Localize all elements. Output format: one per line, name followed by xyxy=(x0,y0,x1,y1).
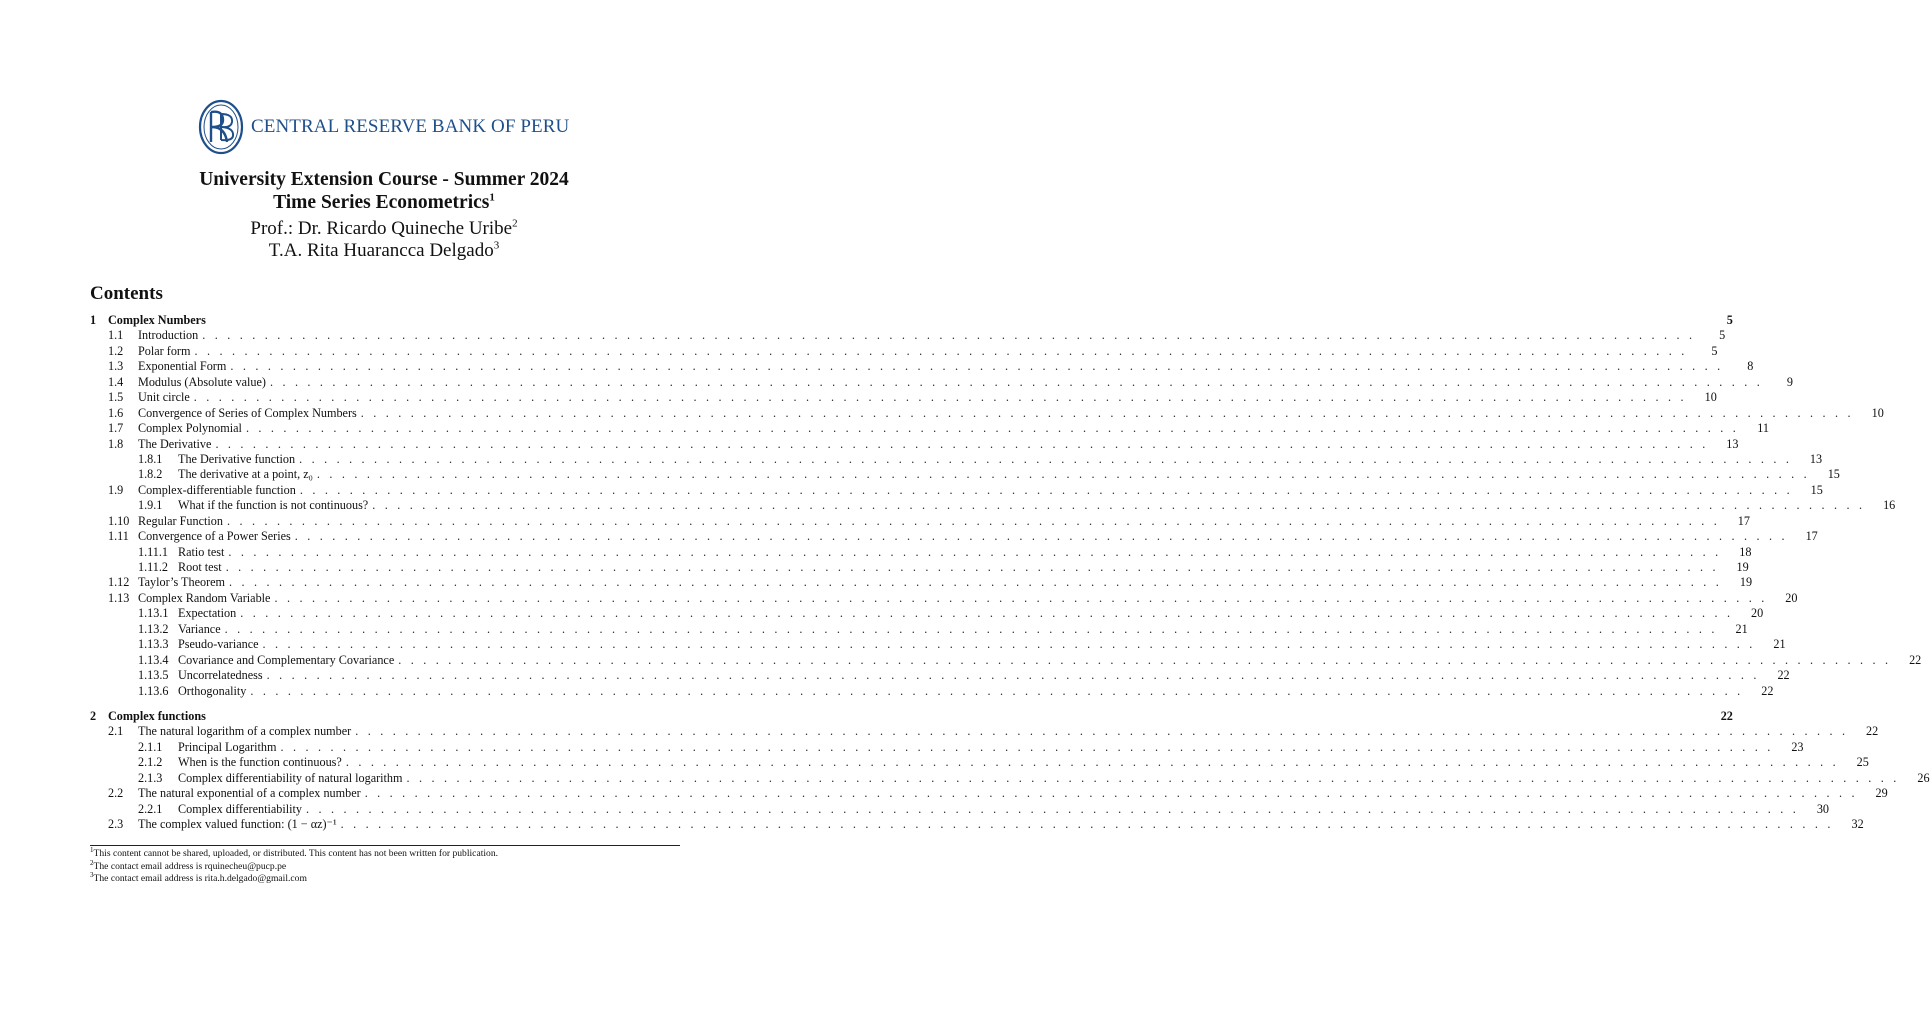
toc-page-number: 22 xyxy=(1909,652,1922,667)
subject-title-text: Time Series Econometrics xyxy=(273,192,490,213)
title-block xyxy=(0,168,768,262)
toc-title: The derivative at a point, z₀ xyxy=(178,467,313,482)
toc-number: 1.7 xyxy=(108,421,124,436)
toc-leader-dots: . . . . . . . . . . . . . . . . . . . . . . . . . . . . . . . . . . . . . . . . . . . . . . . . . . . . . . . . . . . . . . . . . . . . . . . . . . . . . . . . . . . . . . . . . . . . . . . . . . . . . . . . . . . . . . . . . . . . . . . . xyxy=(294,529,1788,544)
footnote xyxy=(90,858,680,874)
toc-leader-dots: . . . . . . . . . . . . . . . . . . . . . . . . . . . . . . . . . . . . . . . . . . . . . . . . . . . . . . . . . . . . . . . . . . . . . . . . . . . . . . . . . . . . . . . . . . . . . . . . . . . . . . . . . . . . . . . . . . . . . . . . xyxy=(229,575,1723,590)
toc-entry[interactable] xyxy=(90,575,1753,590)
toc-page-number: 29 xyxy=(1875,786,1888,801)
toc-page-number: 8 xyxy=(1747,359,1754,374)
toc-entry[interactable] xyxy=(90,668,1790,683)
bank-logo xyxy=(197,98,570,156)
toc-leader-dots: . . . . . . . . . . . . . . . . . . . . . . . . . . . . . . . . . . . . . . . . . . . . . . . . . . . . . . . . . . . . . . . . . . . . . . . . . . . . . . . . . . . . . . . . . . . . . . . . . . . . . . . . . . . . . . . . . . . . . . . . xyxy=(406,770,1900,785)
toc-title: Complex functions xyxy=(108,708,206,723)
toc-entry[interactable] xyxy=(90,436,1739,452)
footnote-mark: 1 xyxy=(90,845,94,854)
toc-title: The natural exponential of a complex number xyxy=(138,786,361,801)
toc-number: 1.9.1 xyxy=(138,498,163,513)
toc-page-number: 9 xyxy=(1786,374,1793,389)
toc-entry[interactable] xyxy=(90,513,1750,529)
toc-number: 1.8.1 xyxy=(138,451,163,466)
toc-title: Orthogonality xyxy=(178,683,247,698)
toc-title: Complex Polynomial xyxy=(138,421,242,436)
toc-entry[interactable] xyxy=(90,482,1823,498)
toc-leader-dots: . . . . . . . . . . . . . . . . . . . . . . . . . . . . . . . . . . . . . . . . . . . . . . . . . . . . . . . . . . . . . . . . . . . . . . . . . . . . . . . . . . . . . . . . . . . . . . . . . . . . . . . . . . . . . . . . . . . . . . . . xyxy=(230,359,1724,374)
toc-title: Regular Function xyxy=(138,513,223,528)
toc-number: 1.11 xyxy=(108,529,129,544)
toc-leader-dots: . . . . . . . . . . . . . . . . . . . . . . . . . . . . . . . . . . . . . . . . . . . . . . . . . . . . . . . . . . . . . . . . . . . . . . . . . . . . . . . . . . . . . . . . . . . . . . . . . . . . . . . . . . . . . . . . . . . . . . . . xyxy=(215,436,1709,451)
toc-entry[interactable] xyxy=(90,544,1752,560)
toc-number: 1.13.2 xyxy=(138,621,169,636)
toc-page-number: 10 xyxy=(1704,390,1717,405)
toc-title: Convergence of a Power Series xyxy=(138,529,291,544)
toc-page-number: 26 xyxy=(1917,770,1930,785)
toc-page-number: 15 xyxy=(1827,467,1840,482)
toc-leader-dots: . . . . . . . . . . . . . . . . . . . . . . . . . . . . . . . . . . . . . . . . . . . . . . . . . . . . . . . . . . . . . . . . . . . . . . . . . . . . . . . . . . . . . . . . . . . . . . . . . . . . . . . . . . . . . . . . . . . . . . . . xyxy=(269,374,1763,389)
toc-page-number: 30 xyxy=(1816,801,1830,816)
toc-page-number: 23 xyxy=(1791,739,1804,754)
toc-leader-dots: . . . . . . . . . . . . . . . . . . . . . . . . . . . . . . . . . . . . . . . . . . . . . . . . . . . . . . . . . . . . . . . . . . . . . . . . . . . . . . . . . . . . . . . . . . . . . . . . . . . . . . . . . . . . . . . . . . . . . . . . xyxy=(225,560,1719,574)
ta-line xyxy=(0,240,768,262)
toc-number: 2 xyxy=(90,708,97,723)
toc-leader-dots: . . . . . . . . . . . . . . . . . . . . . . . . . . . . . . . . . . . . . . . . . . . . . . . . . . . . . . . . . . . . . . . . . . . . . . . . . . . . . . . . . . . . . . . . . . . . . . . . . . . . . . . . . . . . . . . . . . . . . . . . xyxy=(274,590,1768,605)
toc-number: 1 xyxy=(90,313,97,327)
toc-number: 1.6 xyxy=(108,405,124,420)
footnote-mark: 3 xyxy=(90,870,94,879)
footnote-text: The contact email address is rita.h.delgado@gmail.com xyxy=(93,873,307,884)
toc-entry[interactable] xyxy=(90,359,1754,374)
toc-title: Exponential Form xyxy=(138,359,227,374)
bank-emblem-icon xyxy=(197,98,245,156)
toc-title: Complex-differentiable function xyxy=(138,482,296,497)
toc-entry[interactable] xyxy=(90,590,1798,606)
toc-leader-dots: . . . . . . . . . . . . . . . . . . . . . . . . . . . . . . . . . . . . . . . . . . . . . . . . . . . . . . . . . . . . . . . . . . . . . . . . . . . . . . . . . . . . . . . . . . . . . . . . . . . . . . . . . . . . . . . . . . . . . . . . xyxy=(360,405,1854,420)
toc-leader-dots: . . . . . . . . . . . . . . . . . . . . . . . . . . . . . . . . . . . . . . . . . . . . . . . . . . . . . . . . . . . . . . . . . . . . . . . . . . . . . . . . . . . . . . . . . . . . . . . . . . . . . . . . . . . . . . . . . . . . . . . . xyxy=(345,755,1839,770)
toc-number: 2.1.2 xyxy=(138,755,163,770)
toc-leader-dots: . . . . . . . . . . . . . . . . . . . . . . . . . . . . . . . . . . . . . . . . . . . . . . . . . . . . . . . . . . . . . . . . . . . . . . . . . . . . . . . . . . . . . . . . . . . . . . . . . . . . . . . . . . . . . . . . . . . . . . . . xyxy=(224,621,1718,636)
toc-page-number: 11 xyxy=(1757,421,1769,436)
toc-leader-dots: . . . . . . . . . . . . . . . . . . . . . . . . . . . . . . . . . . . . . . . . . . . . . . . . . . . . . . . . . . . . . . . . . . . . . . . . . . . . . . . . . . . . . . . . . . . . . . . . . . . . . . . . . . . . . . . . . . . . . . . . xyxy=(398,652,1892,667)
toc-leader-dots: . . . . . . . . . . . . . . . . . . . . . . . . . . . . . . . . . . . . . . . . . . . . . . . . . . . . . . . . . . . . . . . . . . . . . . . . . . . . . . . . . . . . . . . . . . . . . . . . . . . . . . . . . . . . . . . . . . . . . . . . xyxy=(306,801,1800,816)
toc-title: The natural logarithm of a complex number xyxy=(138,724,352,739)
toc-number: 1.10 xyxy=(108,513,130,528)
toc-page-number: 16 xyxy=(1883,498,1896,513)
toc-entry[interactable] xyxy=(90,724,1879,739)
toc-title: Root test xyxy=(178,560,222,574)
toc-page-number: 22 xyxy=(1720,708,1733,723)
toc-title: Polar form xyxy=(138,343,191,358)
toc-entry[interactable] xyxy=(90,652,1922,668)
toc-number: 1.13.3 xyxy=(138,637,169,652)
toc-page-number: 22 xyxy=(1866,724,1879,739)
toc-page-number: 13 xyxy=(1726,436,1739,451)
toc-page-number: 5 xyxy=(1711,343,1718,358)
toc-number: 1.13.6 xyxy=(138,683,169,698)
toc-leader-dots: . . . . . . . . . . . . . . . . . . . . . . . . . . . . . . . . . . . . . . . . . . . . . . . . . . . . . . . . . . . . . . . . . . . . . . . . . . . . . . . . . . . . . . . . . . . . . . . . . . . . . . . . . . . . . . . . . . . . . . . . xyxy=(299,482,1793,497)
toc-number: 2.1.1 xyxy=(138,739,163,754)
footnote-ref: 2 xyxy=(512,217,518,230)
toc-entry[interactable] xyxy=(90,606,1764,621)
toc-title: Complex Random Variable xyxy=(138,590,271,605)
toc-title: Ratio test xyxy=(178,544,225,559)
toc-number: 2.2 xyxy=(108,786,124,801)
course-title xyxy=(0,168,768,191)
toc-number: 2.3 xyxy=(108,817,124,831)
toc-entry[interactable] xyxy=(90,770,1930,786)
toc-page-number: 5 xyxy=(1726,313,1733,327)
toc-page-number: 32 xyxy=(1851,817,1864,831)
toc-entry[interactable] xyxy=(90,560,1749,575)
bank-name: CENTRAL RESERVE BANK OF PERU xyxy=(251,116,570,137)
toc-leader-dots: . . . . . . . . . . . . . . . . . . . . . . . . . . . . . . . . . . . . . . . . . . . . . . . . . . . . . . . . . . . . . . . . . . . . . . . . . . . . . . . . . . . . . . . . . . . . . . . . . . . . . . . . . . . . . . . . . . . . . . . . xyxy=(226,513,1720,528)
professor-line xyxy=(0,218,768,240)
toc-title: What if the function is not continuous? xyxy=(178,498,369,513)
toc-entry[interactable] xyxy=(90,621,1748,637)
toc-section[interactable] xyxy=(90,708,1733,724)
toc-title: Complex differentiability of natural logarithm xyxy=(178,770,403,785)
toc-entry[interactable] xyxy=(90,683,1774,699)
toc-page-number: 18 xyxy=(1739,544,1752,559)
toc-entry[interactable] xyxy=(90,390,1717,405)
toc-page-number: 20 xyxy=(1751,606,1764,621)
toc-number: 1.3 xyxy=(108,359,124,374)
toc-page-number: 19 xyxy=(1736,560,1749,574)
toc-number: 1.8 xyxy=(108,436,124,451)
toc-page-number: 17 xyxy=(1805,529,1818,544)
toc-number: 1.13.4 xyxy=(138,652,169,667)
toc-title: Complex differentiability xyxy=(178,801,302,816)
toc-number: 1.11.1 xyxy=(138,544,169,559)
toc-page-number: 22 xyxy=(1761,683,1774,698)
table-of-contents xyxy=(90,313,1930,832)
toc-page-number: 21 xyxy=(1773,637,1786,652)
toc-title: Expectation xyxy=(178,606,237,621)
footnote xyxy=(90,845,680,861)
toc-number: 1.8.2 xyxy=(138,467,163,482)
toc-leader-dots: . . . . . . . . . . . . . . . . . . . . . . . . . . . . . . . . . . . . . . . . . . . . . . . . . . . . . . . . . . . . . . . . . . . . . . . . . . . . . . . . . . . . . . . . . . . . . . . . . . . . . . . . . . . . . . . . . . . . . . . . xyxy=(250,683,1744,698)
toc-leader-dots: . . . . . . . . . . . . . . . . . . . . . . . . . . . . . . . . . . . . . . . . . . . . . . . . . . . . . . . . . . . . . . . . . . . . . . . . . . . . . . . . . . . . . . . . . . . . . . . . . . . . . . . . . . . . . . . . . . . . . . . . xyxy=(364,786,1858,801)
toc-page-number: 17 xyxy=(1737,513,1750,528)
toc-number: 1.12 xyxy=(108,575,130,590)
toc-entry[interactable] xyxy=(90,405,1884,421)
toc-entry[interactable] xyxy=(90,374,1793,390)
toc-leader-dots: . . . . . . . . . . . . . . . . . . . . . . . . . . . . . . . . . . . . . . . . . . . . . . . . . . . . . . . . . . . . . . . . . . . . . . . . . . . . . . . . . . . . . . . . . . . . . . . . . . . . . . . . . . . . . . . . . . . . . . . . xyxy=(193,390,1687,405)
toc-entry[interactable] xyxy=(90,755,1869,770)
toc-entry[interactable] xyxy=(90,328,1726,343)
toc-leader-dots: . . . . . . . . . . . . . . . . . . . . . . . . . . . . . . . . . . . . . . . . . . . . . . . . . . . . . . . . . . . . . . . . . . . . . . . . . . . . . . . . . . . . . . . . . . . . . . . . . . . . . . . . . . . . . . . . . . . . . . . . xyxy=(202,328,1696,343)
toc-entry[interactable] xyxy=(90,498,1896,513)
toc-title: Covariance and Complementary Covariance xyxy=(178,652,395,667)
toc-page-number: 25 xyxy=(1856,755,1869,770)
toc-leader-dots: . . . . . . . . . . . . . . . . . . . . . . . . . . . . . . . . . . . . . . . . . . . . . . . . . . . . . . . . . . . . . . . . . . . . . . . . . . . . . . . . . . . . . . . . . . . . . . . . . . . . . . . . . . . . . . . . . . . . . . . . xyxy=(228,544,1722,559)
toc-title: Unit circle xyxy=(138,390,190,405)
toc-number: 2.1 xyxy=(108,724,124,739)
toc-leader-dots: . . . . . . . . . . . . . . . . . . . . . . . . . . . . . . . . . . . . . . . . . . . . . . . . . . . . . . . . . . . . . . . . . . . . . . . . . . . . . . . . . . . . . . . . . . . . . . . . . . . . . . . . . . . . . . . . . . . . . . . . xyxy=(316,467,1810,482)
toc-title: Introduction xyxy=(138,328,199,343)
toc-page-number: 20 xyxy=(1785,590,1798,605)
footnote-text: This content cannot be shared, uploaded, or distributed. This content has not been written for publication. xyxy=(93,848,499,859)
toc-entry[interactable] xyxy=(90,739,1804,755)
toc-entry[interactable] xyxy=(90,786,1888,801)
toc-title: Taylor’s Theorem xyxy=(138,575,226,590)
footnote-ref: 1 xyxy=(489,191,495,204)
toc-page-number: 19 xyxy=(1739,575,1753,590)
toc-entry[interactable] xyxy=(90,801,1830,817)
toc-leader-dots: . . . . . . . . . . . . . . . . . . . . . . . . . . . . . . . . . . . . . . . . . . . . . . . . . . . . . . . . . . . . . . . . . . . . . . . . . . . . . . . . . . . . . . . . . . . . . . . . . . . . . . . . . . . . . . . . . . . . . . . . xyxy=(299,451,1793,466)
toc-number: 2.1.3 xyxy=(138,770,163,785)
course-title-text: University Extension Course - Summer 2024 xyxy=(199,169,569,190)
toc-title: Convergence of Series of Complex Numbers xyxy=(138,405,357,420)
toc-entry[interactable] xyxy=(90,817,1864,832)
toc-title: Modulus (Absolute value) xyxy=(138,374,266,389)
ta-text: T.A. Rita Huarancca Delgado xyxy=(268,240,494,261)
toc-number: 1.2 xyxy=(108,343,124,358)
toc-number: 1.5 xyxy=(108,390,124,405)
toc-title: The complex valued function: (1 − αz)⁻¹ xyxy=(138,817,337,831)
toc-number: 1.13.5 xyxy=(138,668,169,683)
toc-title: Principal Logarithm xyxy=(178,739,277,754)
contents-heading: Contents xyxy=(90,283,163,304)
toc-page-number: 15 xyxy=(1810,482,1823,497)
toc-page-number: 21 xyxy=(1735,621,1748,636)
toc-title: Pseudo-variance xyxy=(178,637,259,652)
toc-entry[interactable] xyxy=(90,343,1718,359)
toc-leader-dots: . . . . . . . . . . . . . . . . . . . . . . . . . . . . . . . . . . . . . . . . . . . . . . . . . . . . . . . . . . . . . . . . . . . . . . . . . . . . . . . . . . . . . . . . . . . . . . . . . . . . . . . . . . . . . . . . . . . . . . . . xyxy=(340,817,1834,831)
toc-title: Variance xyxy=(178,621,221,636)
toc-title: The Derivative function xyxy=(178,451,296,466)
toc-number: 1.13 xyxy=(108,590,130,605)
toc-number: 2.2.1 xyxy=(138,801,163,816)
toc-section[interactable] xyxy=(90,313,1733,328)
toc-number: 1.4 xyxy=(108,374,124,389)
professor-text: Prof.: Dr. Ricardo Quineche Uribe xyxy=(250,218,513,239)
toc-leader-dots: . . . . . . . . . . . . . . . . . . . . . . . . . . . . . . . . . . . . . . . . . . . . . . . . . . . . . . . . . . . . . . . . . . . . . . . . . . . . . . . . . . . . . . . . . . . . . . . . . . . . . . . . . . . . . . . . . . . . . . . . xyxy=(240,606,1734,621)
toc-number: 1.11.2 xyxy=(138,560,169,574)
footnote-mark: 2 xyxy=(90,858,94,867)
toc-title: The Derivative xyxy=(138,436,212,451)
toc-page-number: 5 xyxy=(1719,328,1726,343)
toc-number: 1.13.1 xyxy=(138,606,169,621)
toc-number: 1.1 xyxy=(108,328,124,343)
toc-leader-dots: . . . . . . . . . . . . . . . . . . . . . . . . . . . . . . . . . . . . . . . . . . . . . . . . . . . . . . . . . . . . . . . . . . . . . . . . . . . . . . . . . . . . . . . . . . . . . . . . . . . . . . . . . . . . . . . . . . . . . . . . xyxy=(280,739,1774,754)
toc-title: When is the function continuous? xyxy=(178,755,342,770)
toc-page-number: 13 xyxy=(1809,451,1823,466)
toc-page-number: 22 xyxy=(1777,668,1790,683)
toc-leader-dots: . . . . . . . . . . . . . . . . . . . . . . . . . . . . . . . . . . . . . . . . . . . . . . . . . . . . . . . . . . . . . . . . . . . . . . . . . . . . . . . . . . . . . . . . . . . . . . . . . . . . . . . . . . . . . . . . . . . . . . . . xyxy=(355,724,1849,739)
toc-leader-dots: . . . . . . . . . . . . . . . . . . . . . . . . . . . . . . . . . . . . . . . . . . . . . . . . . . . . . . . . . . . . . . . . . . . . . . . . . . . . . . . . . . . . . . . . . . . . . . . . . . . . . . . . . . . . . . . . . . . . . . . . xyxy=(372,498,1866,513)
footnote xyxy=(90,870,680,886)
toc-number: 1.9 xyxy=(108,482,124,497)
footnotes xyxy=(90,845,680,886)
toc-entry[interactable] xyxy=(90,451,1823,467)
toc-leader-dots: . . . . . . . . . . . . . . . . . . . . . . . . . . . . . . . . . . . . . . . . . . . . . . . . . . . . . . . . . . . . . . . . . . . . . . . . . . . . . . . . . . . . . . . . . . . . . . . . . . . . . . . . . . . . . . . . . . . . . . . . xyxy=(194,343,1688,358)
toc-entry[interactable] xyxy=(90,637,1786,652)
toc-leader-dots: . . . . . . . . . . . . . . . . . . . . . . . . . . . . . . . . . . . . . . . . . . . . . . . . . . . . . . . . . . . . . . . . . . . . . . . . . . . . . . . . . . . . . . . . . . . . . . . . . . . . . . . . . . . . . . . . . . . . . . . . xyxy=(266,668,1760,683)
toc-leader-dots: . . . . . . . . . . . . . . . . . . . . . . . . . . . . . . . . . . . . . . . . . . . . . . . . . . . . . . . . . . . . . . . . . . . . . . . . . . . . . . . . . . . . . . . . . . . . . . . . . . . . . . . . . . . . . . . . . . . . . . . . xyxy=(262,637,1756,652)
subject-title xyxy=(0,191,768,214)
toc-title: Uncorrelatedness xyxy=(178,668,263,683)
footnote-ref: 3 xyxy=(493,239,500,252)
toc-entry[interactable] xyxy=(90,529,1818,544)
toc-entry[interactable] xyxy=(90,421,1769,436)
toc-leader-dots: . . . . . . . . . . . . . . . . . . . . . . . . . . . . . . . . . . . . . . . . . . . . . . . . . . . . . . . . . . . . . . . . . . . . . . . . . . . . . . . . . . . . . . . . . . . . . . . . . . . . . . . . . . . . . . . . . . . . . . . . xyxy=(245,421,1739,436)
toc-entry[interactable] xyxy=(90,467,1840,482)
footnote-text: The contact email address is rquinecheu@pucp.pe xyxy=(93,860,287,872)
toc-page-number: 10 xyxy=(1871,405,1884,420)
toc-title: Complex Numbers xyxy=(108,313,206,327)
